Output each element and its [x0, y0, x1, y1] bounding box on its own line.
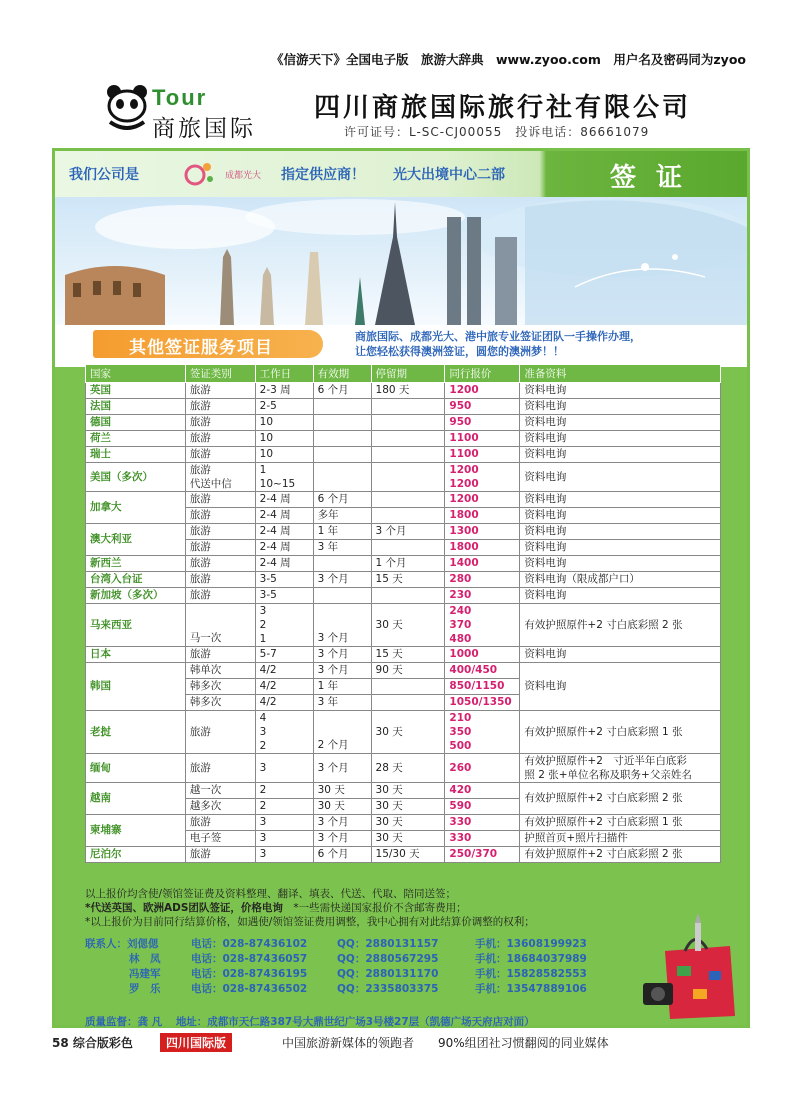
country-cell: 台湾入台证	[86, 572, 186, 588]
docs-cell: 有效护照原件+2 寸白底彩照 2 张	[520, 604, 721, 647]
days-line: 2	[259, 740, 267, 752]
type-cell: 旅游	[185, 815, 255, 831]
table-row	[86, 847, 721, 863]
days-cell: 2-4 周	[255, 556, 313, 572]
price-cell	[445, 711, 520, 754]
country-cell: 韩国	[86, 663, 186, 711]
contact-row	[85, 982, 625, 997]
days-line: 1	[259, 633, 267, 645]
price-cell: 1300	[445, 524, 520, 540]
table-header-row	[86, 365, 721, 383]
days-cell	[255, 604, 313, 647]
valid-cell: 多年	[313, 508, 371, 524]
panda-logo-icon	[104, 82, 150, 132]
valid-cell	[313, 431, 371, 447]
price-cell: 330	[445, 815, 520, 831]
price-cell: 1200	[445, 492, 520, 508]
price-notes	[85, 887, 685, 929]
license-info: 许可证号：L-SC-CJ00055 投诉电话：86661079	[344, 125, 650, 139]
days-cell: 2-4 周	[255, 524, 313, 540]
stay-cell	[371, 695, 445, 711]
country-cell: 荷兰	[86, 431, 186, 447]
address-line	[85, 1014, 535, 1029]
contact-name: 罗 乐	[129, 983, 161, 995]
stay-cell: 28 天	[371, 754, 445, 783]
type-cell: 旅游	[185, 524, 255, 540]
valid-cell: 30 天	[313, 799, 371, 815]
type-cell: 电子签	[185, 831, 255, 847]
type-cell: 越多次	[185, 799, 255, 815]
type-cell: 韩多次	[185, 695, 255, 711]
price-line: 370	[449, 619, 472, 631]
country-cell: 日本	[86, 647, 186, 663]
type-cell: 韩多次	[185, 679, 255, 695]
country-cell: 瑞士	[86, 447, 186, 463]
stay-cell: 15/30 天	[371, 847, 445, 863]
table-row	[86, 399, 721, 415]
valid-cell: 3 年	[313, 540, 371, 556]
contact-qq: QQ：2880567295	[337, 953, 439, 965]
footer-slogan: 中国旅游新媒体的领跑者 90%组团社习惯翻阅的同业媒体	[282, 1036, 609, 1050]
valid-cell: 3 个月	[313, 572, 371, 588]
price-cell: 400/450	[445, 663, 520, 679]
stay-cell: 90 天	[371, 663, 445, 679]
days-cell: 2	[255, 799, 313, 815]
header-stay: 停留期	[371, 365, 445, 383]
header-docs: 准备资料	[520, 365, 721, 383]
table-row	[86, 783, 721, 799]
type-cell: 旅游	[185, 415, 255, 431]
days-cell: 2-3 周	[255, 383, 313, 399]
country-cell: 美国（多次）	[86, 463, 186, 492]
valid-cell: 1 年	[313, 524, 371, 540]
price-line: 480	[449, 633, 472, 645]
contact-qq: QQ：2335803375	[337, 983, 439, 995]
contact-phone: 电话：028-87436057	[191, 953, 308, 965]
section-header	[55, 325, 747, 367]
valid-cell	[313, 463, 371, 492]
docs-cell: 资料电询	[520, 508, 721, 524]
days-cell: 2	[255, 783, 313, 799]
contact-name: 联系人：刘偲偲	[85, 938, 159, 950]
price-line: 1200	[449, 478, 479, 490]
header-type: 签证类别	[185, 365, 255, 383]
price-cell: 1000	[445, 647, 520, 663]
type-cell: 旅游	[185, 572, 255, 588]
valid-cell	[313, 588, 371, 604]
docs-cell: 护照首页+照片扫描件	[520, 831, 721, 847]
valid-cell: 3 个月	[313, 604, 371, 647]
docs-cell: 资料电询	[520, 647, 721, 663]
visa-title: 签证	[610, 163, 703, 193]
docs-cell: 资料电询	[520, 447, 721, 463]
page-number: 58 综合版彩色	[52, 1036, 133, 1050]
docs-cell: 资料电询（限成都户口）	[520, 572, 721, 588]
contact-name: 冯建军	[129, 968, 161, 980]
type-cell	[185, 463, 255, 492]
contact-mobile: 手机：13608199923	[475, 938, 587, 950]
type-cell: 旅游	[185, 508, 255, 524]
price-cell	[445, 463, 520, 492]
contact-row	[85, 967, 625, 982]
stay-cell: 30 天	[371, 815, 445, 831]
valid-cell	[313, 415, 371, 431]
price-cell: 330	[445, 831, 520, 847]
country-cell: 新加坡（多次）	[86, 588, 186, 604]
days-cell	[255, 463, 313, 492]
country-cell: 法国	[86, 399, 186, 415]
table-row	[86, 711, 721, 754]
country-cell: 老挝	[86, 711, 186, 754]
days-cell: 10	[255, 431, 313, 447]
type-cell: 旅游	[185, 647, 255, 663]
address: 地址：成都市天仁路387号大鼎世纪广场3号楼27层（凯德广场天府店对面）	[175, 1016, 535, 1028]
section-desc-line-2: 让您轻松获得澳洲签证，圆您的澳洲梦！！	[355, 345, 564, 358]
docs-cell: 有效护照原件+2 寸白底彩照 2 张	[520, 847, 721, 863]
partner-logo-text: 成都光大	[225, 171, 262, 181]
stay-cell: 15 天	[371, 647, 445, 663]
stay-cell: 30 天	[371, 783, 445, 799]
country-cell: 尼泊尔	[86, 847, 186, 863]
type-cell: 旅游	[185, 556, 255, 572]
logo-tour-text: Tour	[152, 85, 208, 110]
page-footer	[52, 1034, 752, 1052]
days-cell: 4/2	[255, 679, 313, 695]
note-ads: *代送英国、欧洲ADS团队签证，价格电询	[85, 902, 283, 914]
stay-cell	[371, 588, 445, 604]
docs-cell: 资料电询	[520, 492, 721, 508]
valid-cell	[313, 399, 371, 415]
days-cell: 4/2	[255, 695, 313, 711]
stay-cell	[371, 415, 445, 431]
contact-qq: QQ：2880131157	[337, 938, 439, 950]
price-cell: 850/1150	[445, 679, 520, 695]
price-cell: 280	[445, 572, 520, 588]
contact-phone: 电话：028-87436502	[191, 983, 308, 995]
price-cell: 1800	[445, 540, 520, 556]
banner-text-2: 指定供应商！	[281, 167, 365, 183]
country-cell: 加拿大	[86, 492, 186, 524]
days-cell: 3	[255, 754, 313, 783]
stay-cell	[371, 399, 445, 415]
edition-tag: 四川国际版	[160, 1033, 232, 1052]
header-price: 同行报价	[445, 365, 520, 383]
table-row	[86, 383, 721, 399]
note-line-3: *以上报价为目前同行结算价格，如遇使/领馆签证费用调整，我中心拥有对此结算价调整的权利；	[85, 916, 535, 928]
type-cell: 旅游	[185, 540, 255, 556]
visa-advert-panel	[52, 148, 750, 1028]
valid-cell: 30 天	[313, 783, 371, 799]
table-row	[86, 815, 721, 831]
days-cell	[255, 711, 313, 754]
days-line: 3	[259, 605, 267, 617]
contact-name: 林 凤	[129, 953, 161, 965]
stay-cell: 30 天	[371, 831, 445, 847]
docs-cell: 资料电询	[520, 663, 721, 711]
docs-cell: 有效护照原件+2 寸白底彩照 1 张	[520, 815, 721, 831]
type-cell: 旅游	[185, 847, 255, 863]
contact-mobile: 手机：13547889106	[475, 983, 587, 995]
docs-cell: 资料电询	[520, 588, 721, 604]
price-line: 1200	[449, 464, 479, 476]
price-cell: 1100	[445, 447, 520, 463]
valid-cell: 1 年	[313, 679, 371, 695]
section-description	[355, 329, 641, 359]
docs-cell: 资料电询	[520, 399, 721, 415]
price-cell: 1800	[445, 508, 520, 524]
days-line: 1	[259, 464, 267, 476]
header-country: 国家	[86, 365, 186, 383]
country-cell: 新西兰	[86, 556, 186, 572]
note-line-1: 以上报价均含使/领馆签证费及资料整理、翻译、填表、代送、代取、陪同送签；	[85, 888, 457, 900]
price-cell: 950	[445, 399, 520, 415]
price-cell: 260	[445, 754, 520, 783]
country-cell: 澳大利亚	[86, 524, 186, 556]
type-cell: 马一次	[185, 604, 255, 647]
price-cell: 590	[445, 799, 520, 815]
logo-chinese-text: 商旅国际	[152, 116, 256, 142]
days-cell: 10	[255, 447, 313, 463]
banner-text-1: 我们公司是	[69, 167, 139, 183]
contact-row	[85, 937, 625, 952]
type-cell: 越一次	[185, 783, 255, 799]
type-cell: 旅游	[185, 447, 255, 463]
note-line-2	[85, 901, 685, 915]
days-cell: 3-5	[255, 572, 313, 588]
stay-cell	[371, 540, 445, 556]
note-courier: *一些需快递国家报价不含邮寄费用；	[282, 902, 467, 914]
table-row	[86, 572, 721, 588]
type-line: 代送中信	[189, 478, 232, 490]
table-row	[86, 415, 721, 431]
valid-cell	[313, 556, 371, 572]
country-cell: 柬埔寨	[86, 815, 186, 847]
country-cell: 德国	[86, 415, 186, 431]
contact-qq: QQ：2880131170	[337, 968, 439, 980]
landmarks-photo	[55, 197, 747, 325]
visa-price-table	[85, 364, 721, 863]
table-row	[86, 647, 721, 663]
days-cell: 5-7	[255, 647, 313, 663]
docs-cell: 有效护照原件+2 寸白底彩照 1 张	[520, 711, 721, 754]
section-desc-line-1: 商旅国际、成都光大、港中旅专业签证团队一手操作办理，	[355, 330, 641, 343]
valid-cell: 3 个月	[313, 831, 371, 847]
price-cell: 1100	[445, 431, 520, 447]
type-cell: 旅游	[185, 711, 255, 754]
days-line: 3	[259, 726, 267, 738]
valid-cell	[313, 447, 371, 463]
table-row	[86, 663, 721, 679]
table-row	[86, 754, 721, 783]
docs-cell: 有效护照原件+2 寸白底彩照 2 张	[520, 783, 721, 815]
stay-cell	[371, 492, 445, 508]
top-banner-text: 《信游天下》全国电子版 旅游大辞典 www.zyoo.com 用户名及密码同为zyoo	[270, 52, 746, 67]
days-cell: 2-4 周	[255, 540, 313, 556]
price-cell	[445, 604, 520, 647]
supplier-banner	[55, 151, 747, 197]
valid-cell: 6 个月	[313, 847, 371, 863]
price-line: 350	[449, 726, 472, 738]
table-row	[86, 431, 721, 447]
stay-cell	[371, 463, 445, 492]
stay-cell: 30 天	[371, 604, 445, 647]
days-cell: 3	[255, 831, 313, 847]
valid-cell: 2 个月	[313, 711, 371, 754]
price-line: 210	[449, 712, 472, 724]
company-name: 四川商旅国际旅行社有限公司	[314, 93, 692, 123]
contact-mobile: 手机：15828582553	[475, 968, 587, 980]
docs-cell	[520, 754, 721, 783]
price-cell: 1200	[445, 383, 520, 399]
country-cell: 缅甸	[86, 754, 186, 783]
days-cell: 3-5	[255, 588, 313, 604]
contact-row	[85, 952, 625, 967]
stay-cell: 30 天	[371, 711, 445, 754]
days-line: 4	[259, 712, 267, 724]
docs-cell: 资料电询	[520, 463, 721, 492]
price-cell: 950	[445, 415, 520, 431]
country-cell: 英国	[86, 383, 186, 399]
price-cell: 1400	[445, 556, 520, 572]
type-cell: 旅游	[185, 492, 255, 508]
stay-cell: 180 天	[371, 383, 445, 399]
stay-cell: 30 天	[371, 799, 445, 815]
stay-cell: 1 个月	[371, 556, 445, 572]
days-cell: 3	[255, 847, 313, 863]
stay-cell	[371, 508, 445, 524]
table-row	[86, 588, 721, 604]
contact-mobile: 手机：18684037989	[475, 953, 587, 965]
price-line: 240	[449, 605, 472, 617]
days-line: 10~15	[259, 478, 296, 490]
type-cell: 旅游	[185, 431, 255, 447]
docs-cell: 资料电询	[520, 540, 721, 556]
section-title: 其他签证服务项目	[129, 338, 273, 358]
docs-cell: 资料电询	[520, 556, 721, 572]
price-cell: 1050/1350	[445, 695, 520, 711]
table-row	[86, 492, 721, 508]
type-line: 旅游	[189, 464, 211, 476]
valid-cell: 6 个月	[313, 383, 371, 399]
country-cell: 马来西亚	[86, 604, 186, 647]
docs-cell: 资料电询	[520, 431, 721, 447]
days-line: 2	[259, 619, 267, 631]
docs-cell: 资料电询	[520, 524, 721, 540]
days-cell: 3	[255, 815, 313, 831]
valid-cell: 3 个月	[313, 647, 371, 663]
days-cell: 2-5	[255, 399, 313, 415]
days-cell: 4/2	[255, 663, 313, 679]
header-workdays: 工作日	[255, 365, 313, 383]
docs-cell: 资料电询	[520, 415, 721, 431]
table-row	[86, 447, 721, 463]
stay-cell	[371, 447, 445, 463]
type-cell: 旅游	[185, 383, 255, 399]
type-cell: 旅游	[185, 754, 255, 783]
table-row	[86, 463, 721, 492]
country-cell: 越南	[86, 783, 186, 815]
stay-cell	[371, 431, 445, 447]
valid-cell: 3 个月	[313, 754, 371, 783]
table-row	[86, 604, 721, 647]
type-cell: 韩单次	[185, 663, 255, 679]
price-line: 500	[449, 740, 472, 752]
company-header	[52, 82, 752, 148]
days-cell: 2-4 周	[255, 492, 313, 508]
contact-phone: 电话：028-87436102	[191, 938, 308, 950]
valid-cell: 3 个月	[313, 663, 371, 679]
price-cell: 250/370	[445, 847, 520, 863]
contact-list	[85, 937, 625, 997]
contact-phone: 电话：028-87436195	[191, 968, 308, 980]
section-title-tag	[93, 330, 323, 358]
price-cell: 420	[445, 783, 520, 799]
table-row	[86, 524, 721, 540]
table-row	[86, 556, 721, 572]
docs-cell: 资料电询	[520, 383, 721, 399]
price-cell: 230	[445, 588, 520, 604]
docs-line: 照 2 张+单位名称及职务+父亲姓名	[524, 769, 692, 781]
banner-text-3: 光大出境中心二部	[393, 167, 505, 183]
supervisor: 质量监督：龚 凡	[85, 1016, 163, 1028]
days-cell: 2-4 周	[255, 508, 313, 524]
stay-cell	[371, 679, 445, 695]
type-cell: 旅游	[185, 588, 255, 604]
stay-cell: 3 个月	[371, 524, 445, 540]
days-cell: 10	[255, 415, 313, 431]
valid-cell: 6 个月	[313, 492, 371, 508]
valid-cell: 3 个月	[313, 815, 371, 831]
docs-line: 有效护照原件+2 寸近半年白底彩	[524, 755, 687, 767]
shopping-bag-icon	[635, 911, 745, 1021]
stay-cell: 15 天	[371, 572, 445, 588]
header-validity: 有效期	[313, 365, 371, 383]
valid-cell: 3 年	[313, 695, 371, 711]
everbright-logo-icon	[183, 159, 217, 189]
type-cell: 旅游	[185, 399, 255, 415]
